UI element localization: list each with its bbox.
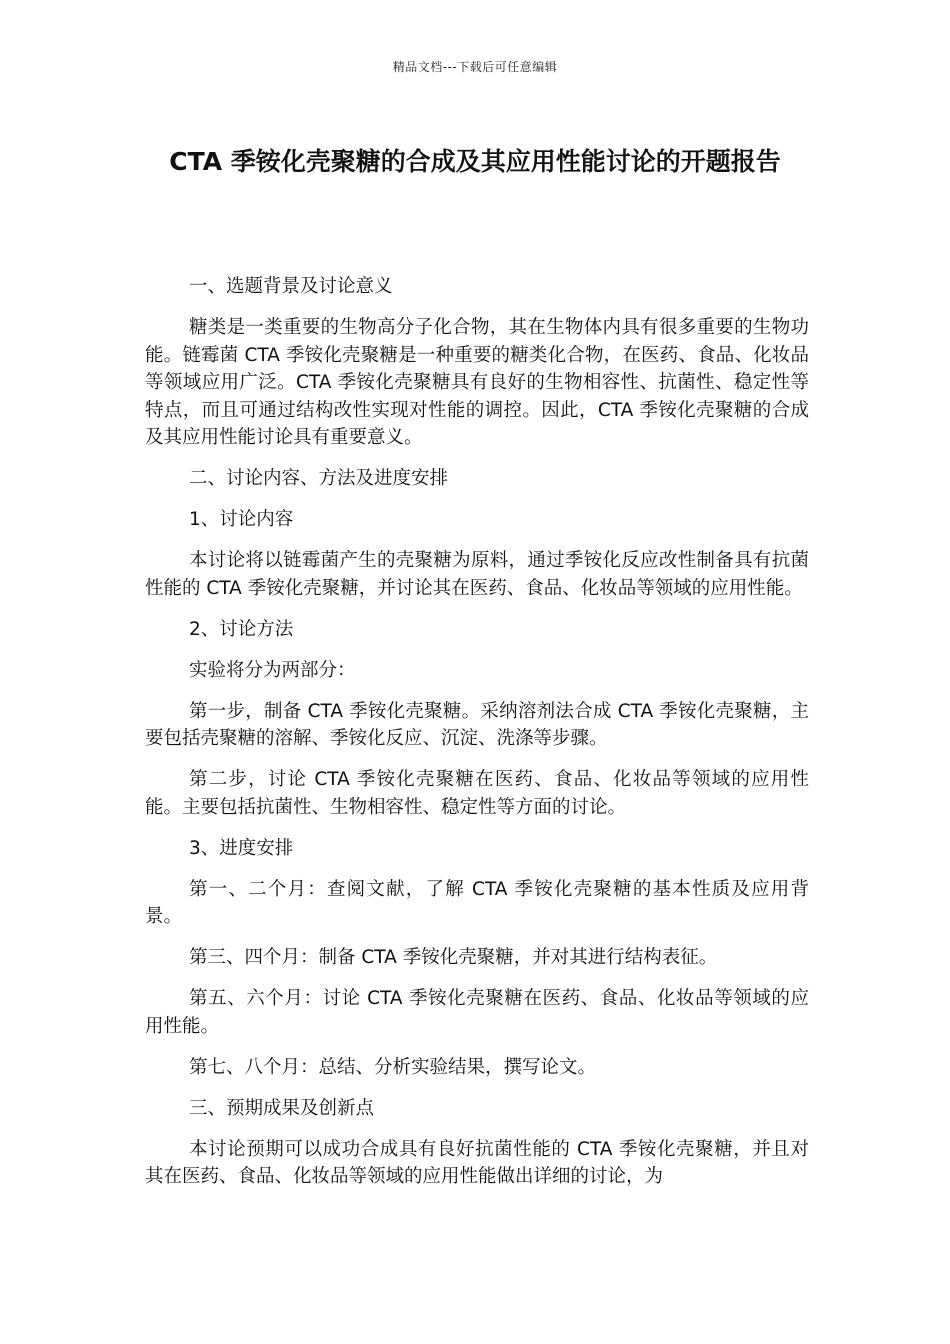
- paragraph-step-one: 第一步，制备 CTA 季铵化壳聚糖。采纳溶剂法合成 CTA 季铵化壳聚糖，主要包括壳聚糖的溶解、季铵化反应、沉淀、洗涤等步骤。: [145, 700, 809, 749]
- header-note: 精品文档---下载后可任意编辑: [392, 60, 558, 74]
- document-title: CTA 季铵化壳聚糖的合成及其应用性能讨论的开题报告: [169, 147, 781, 176]
- paragraph-methods-intro: 实验将分为两部分：: [189, 659, 356, 681]
- section-heading-outcomes: 三、预期成果及创新点: [189, 1097, 375, 1119]
- paragraph-step-two: 第二步，讨论 CTA 季铵化壳聚糖在医药、食品、化妆品等领域的应用性能。主要包括抗菌性、生物相容性、稳定性等方面的讨论。: [145, 769, 809, 818]
- paragraph-background: 糖类是一类重要的生物高分子化合物，其在生物体内具有很多重要的生物功能。链霉菌 CTA 季铵化壳聚糖是一种重要的糖类化合物，在医药、食品、化妆品等领域应用广泛。CTA 季铵化壳聚糖具有良好的生物相容性、抗菌性、稳定性等特点，而且可通过结构改性实现对性能的调控。因此，CTA 季铵化壳聚糖的合成及其应用性能讨论具有重要意义。: [145, 317, 809, 448]
- document-body: [145, 273, 809, 1204]
- subheading-methods: 2、讨论方法: [189, 618, 294, 640]
- paragraph-schedule-1: 第一、二个月：查阅文献，了解 CTA 季铵化壳聚糖的基本性质及应用背景。: [145, 878, 809, 927]
- section-heading-content-methods: 二、讨论内容、方法及进度安排: [189, 468, 449, 489]
- section-heading-background: 一、选题背景及讨论意义: [189, 276, 393, 297]
- subheading-content: 1、讨论内容: [189, 509, 294, 530]
- paragraph-schedule-4: 第七、八个月：总结、分析实验结果，撰写论文。: [189, 1056, 597, 1078]
- paragraph-outcomes: 本讨论预期可以成功合成具有良好抗菌性能的 CTA 季铵化壳聚糖，并且对其在医药、食品、化妆品等领域的应用性能做出详细的讨论，为: [145, 1138, 809, 1187]
- paragraph-schedule-2: 第三、四个月：制备 CTA 季铵化壳聚糖，并对其进行结构表征。: [189, 947, 718, 968]
- paragraph-content: 本讨论将以链霉菌产生的壳聚糖为原料，通过季铵化反应改性制备具有抗菌性能的 CTA 季铵化壳聚糖，并讨论其在医药、食品、化妆品等领域的应用性能。: [145, 550, 809, 599]
- subheading-schedule: 3、进度安排: [189, 837, 294, 859]
- paragraph-schedule-3: 第五、六个月：讨论 CTA 季铵化壳聚糖在医药、食品、化妆品等领域的应用性能。: [145, 988, 809, 1037]
